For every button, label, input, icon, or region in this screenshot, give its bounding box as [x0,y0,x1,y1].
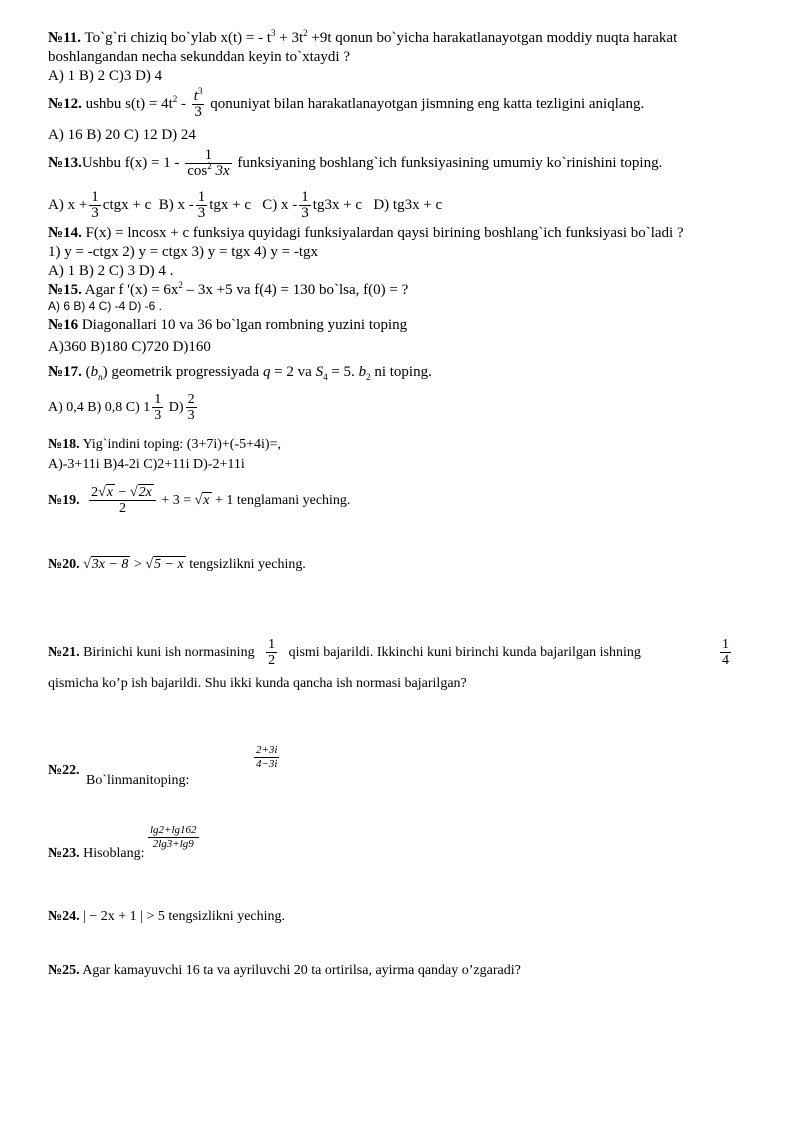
problem-number: №14. [48,225,82,241]
problem-11-options: A) 1 B) 2 C)3 D) 4 [48,68,163,84]
exponent: 2 [172,94,178,104]
problem-18-options: A)-3+11i B)4-2i C)2+11i D)-2+11i [48,457,245,472]
problem-text: qonuniyat bilan harakatlanayotgan jismning eng katta tezligini aniqlang. [210,96,645,112]
problem-22-text: Bo`linmanitoping: [86,773,190,788]
problem-21-line2: qismicha ko’p ish bajarildi. Shu ikki kunda qancha ish normasi bajarilgan? [48,676,467,691]
problem-number: №15. [48,282,82,298]
problem-number: №13. [48,155,82,171]
problem-11-line2: boshlangandan necha sekunddan keyin to`xtaydi ? [48,49,350,65]
problem-text: ni toping. [374,364,432,380]
problem-text: To`g`ri chiziq bo`ylab x(t) = - t [84,30,272,46]
problem-19: №19. $\frac{2√x - √2x}{2}$ + 3 = √x + 1 tenglamani yeching. [48,485,351,517]
problem-12 [48,88,644,120]
fraction: $\frac{t^3}{3}$ [193,86,203,121]
problem-number: №24. [48,909,80,924]
option-c: C) x - [262,197,298,213]
problem-20: №20. √3x − 8 > √5 − x tengsizlikni yeching. [48,557,306,572]
problem-23 [48,845,145,863]
problem-11 [48,29,677,47]
problem-text: tengsizlikni yeching. [168,909,286,924]
problem-number: №22. [48,763,80,778]
problem-text: Diagonallari 10 va 36 bo`lgan rombning yuzini toping [81,317,408,333]
problem-13 [48,146,662,180]
fraction: $\frac{2√x - √2x}{2}$ [89,485,156,516]
problem-14 [48,224,684,242]
problem-text: tenglamani yeching. [236,493,351,508]
problem-number: №18. [48,437,80,452]
problem-number: №19. [48,493,80,508]
problem-text: tengsizlikni yeching. [189,557,306,572]
problem-25 [48,962,521,980]
problem-12-options: A) 16 B) 20 C) 12 D) 24 [48,127,196,143]
problem-number: №25. [48,963,80,978]
option-b: B) x - [158,197,194,213]
exponent: 2 [303,28,308,38]
problem-14-functions: 1) y = -ctgx 2) y = ctgx 3) y = tgx 4) y = -tgx [48,244,319,260]
problem-number: №12. [48,96,82,112]
problem-text: Ushbu f(x) = 1 - [81,155,180,171]
problem-21: №21. Birinichi kuni ish normasining $\frac{1}{2}$ qismi bajarildi. Ikkinchi kuni birinchi kunda bajarilgan ishning [48,637,641,669]
problem-16 [48,316,407,334]
problem-17-options: A) 0,4 B) 0,8 C) 1 $\frac{1}{3}$ D) $\frac{2}{3}$ [48,392,195,424]
problem-text: Agar kamayuvchi 16 ta va ayriluvchi 20 ta ortirilsa, ayirma qanday o’zgaradi? [82,963,521,978]
problem-15-options: A) 6 B) 4 C) -4 D) -6 . [48,299,163,313]
problem-24 [48,908,285,926]
problem-text: qismi bajarildi. Ikkinchi kuni birinchi kunda bajarilgan ishning [288,645,641,660]
problem-text: funksiyaning boshlang`ich funksiyasining umumiy ko`rinishini toping. [237,155,663,171]
problem-text: + 3t [279,30,304,46]
problem-number: №11. [48,30,81,46]
minus-sign: - [181,96,187,112]
problem-text: F(x) = lncosx + c funksiya quyidagi funksiyalardan qaysi birining boshlang`ich funksiyasi bo`ladi ? [85,225,684,241]
problem-14-options: A) 1 B) 2 C) 3 D) 4 . [48,263,174,279]
problem-text: geometrik progressiyada [111,364,260,380]
problem-18 [48,436,281,454]
problem-text: ushbu s(t) = 4t [85,96,173,112]
exponent: 2 [178,280,183,290]
problem-number: №17. [48,364,82,380]
problem-text: Hisoblang: [83,846,145,861]
problem-22 [48,762,80,780]
problem-text: – 3x +5 va f(4) = 130 bo`lsa, f(0) = ? [186,282,409,298]
problem-number: №20. [48,557,80,572]
problem-text: Agar f '(x) = 6x [84,282,179,298]
fraction: $\frac{1}{\cos^2 3x}$ [187,147,230,180]
problem-number: №23. [48,846,80,861]
option-d: D) tg3x + c [373,197,443,213]
exponent: 3 [271,28,276,38]
problem-text: Yig`indini toping: (3+7i)+(-5+4i)=, [82,437,281,452]
problem-13-options: A) x + $\frac{1}{3}$ ctgx + c B) x - $\frac{1}{3}$ tgx + c C) x - $\frac{1}{3}$ tg3x + c D) tg3x + c [48,189,443,222]
option-a: A) x + [48,197,88,213]
problem-number: №21. [48,645,80,660]
math-expression: | − 2x + 1 | > 5 [83,909,165,924]
problem-number: №16 [48,317,79,333]
problem-text: Birinichi kuni ish normasining [83,645,255,660]
problem-17: №17. $(b_n)$ geometrik progressiyada q = 2 va $S_4 = 5$. $b_2$ ni toping. [48,364,432,382]
problem-22-fraction: $\frac{2+3i}{4-3i}$ [256,744,278,770]
problem-23-fraction: $\frac{\lg 2+\lg 162}{2\lg 3+\lg 9}$ [150,824,197,850]
problem-21-fraction: $\frac{1}{4}$ [722,637,729,669]
problem-text: +9t qonun bo`yicha harakatlanayotgan moddiy nuqta harakat [311,30,678,46]
problem-16-options: A)360 B)180 C)720 D)160 [48,339,211,355]
